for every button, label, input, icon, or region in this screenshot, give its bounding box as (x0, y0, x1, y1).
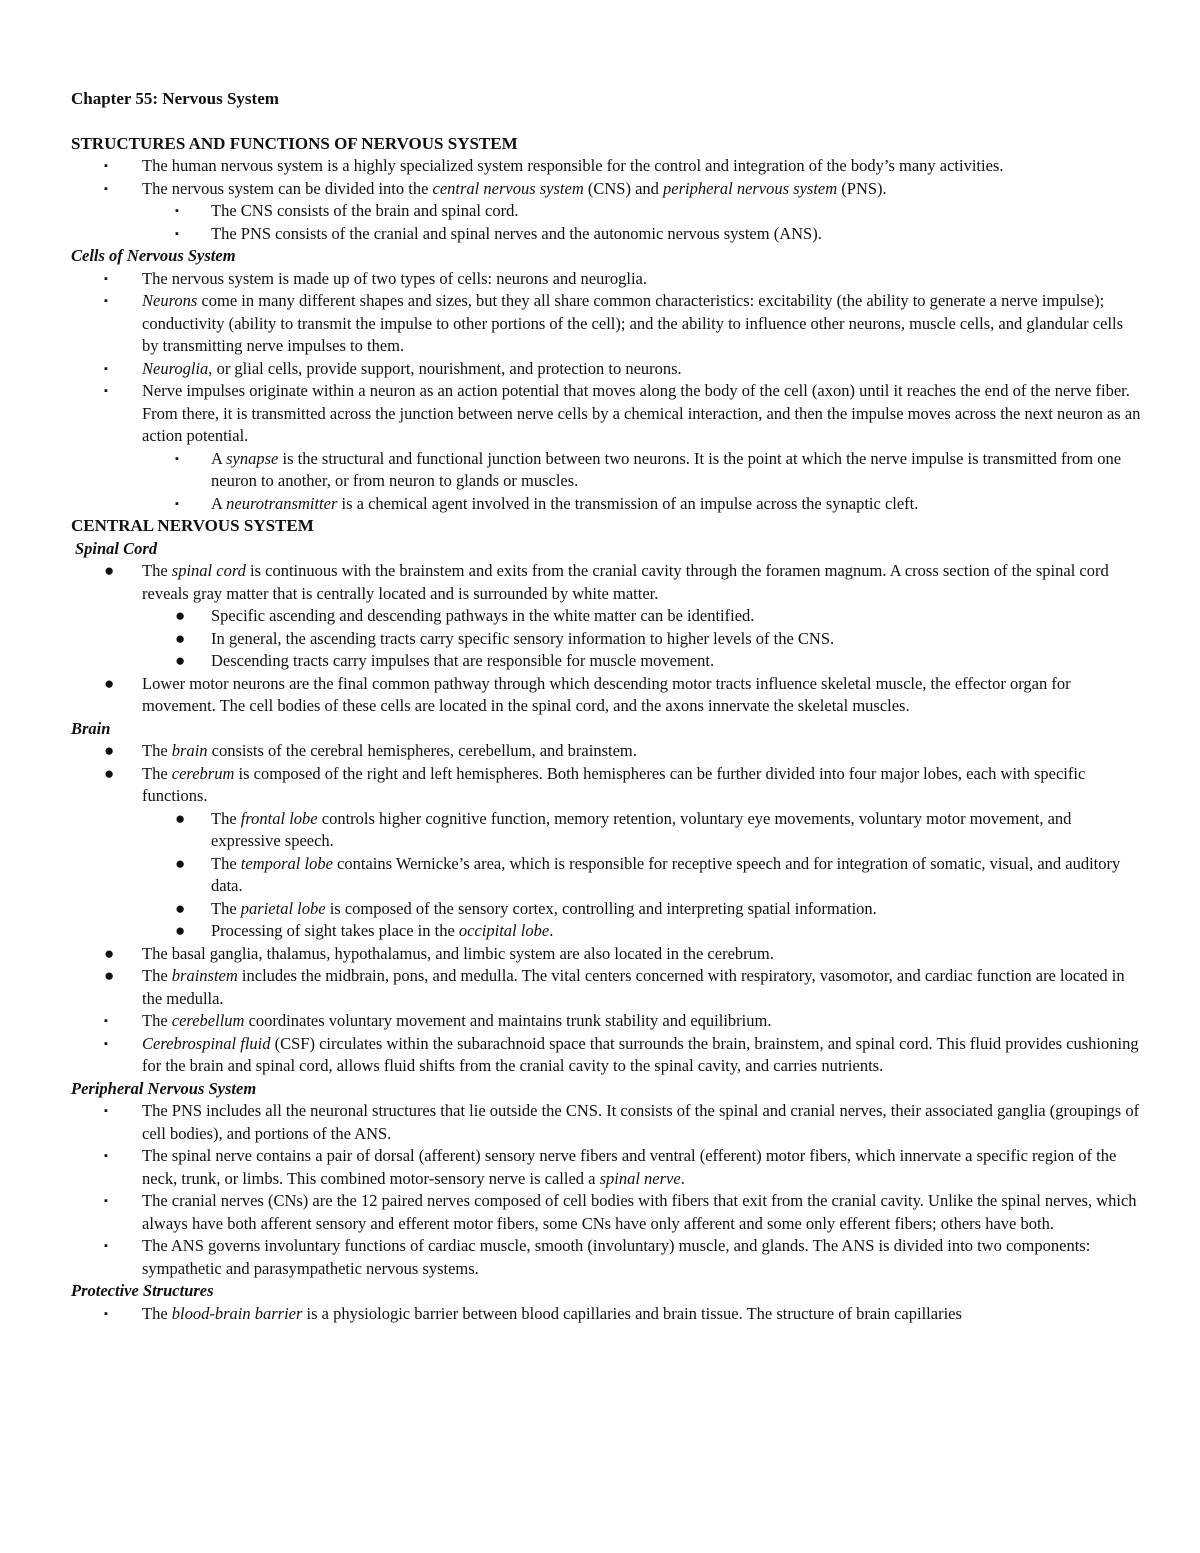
bullet-icon: ● (104, 763, 115, 783)
list-item: ● The spinal cord is continuous with the brainstem and exits from the cranial cavity through the foramen magnum. A cross section of the spinal cord reveals gray matter that is centrally located and is surrounded by white matter. (104, 561, 1109, 603)
bullet-icon: ▪ (104, 1105, 108, 1117)
bullet-icon: ● (104, 943, 115, 963)
list-item: ● The parietal lobe is composed of the sensory cortex, controlling and interpreting spatial information. (71, 898, 1141, 921)
list-item: ● In general, the ascending tracts carry specific sensory information to higher levels of the CNS. (71, 628, 1141, 651)
bullet-icon: ● (175, 628, 186, 648)
bullet-icon: ● (104, 673, 115, 693)
list-item: ● The temporal lobe contains Wernicke’s area, which is responsible for receptive speech and for integration of somatic, visual, and auditory data. (175, 853, 1121, 895)
list-item: ▪ The CNS consists of the brain and spinal cord. (71, 200, 1141, 223)
structures-list (71, 155, 1141, 245)
bullet-icon: ▪ (175, 452, 179, 465)
bullet-icon: ▪ (104, 362, 108, 375)
subheading-protective: Protective Structures (71, 1281, 214, 1300)
list-item: ▪ The nervous system can be divided into the central nervous system (CNS) and peripheral nervous system (PNS). (71, 178, 1141, 201)
list-item: ▪ The PNS includes all the neuronal structures that lie outside the CNS. It consists of the spinal and cranial nerves, their associated ganglia (groupings of cell bodies), and portions of the ANS. (104, 1101, 1140, 1143)
list-item: ● The basal ganglia, thalamus, hypothalamus, and limbic system are also located in the cerebrum. (71, 943, 1141, 966)
list-item: ▪ The nervous system is made up of two types of cells: neurons and neuroglia. (71, 268, 1141, 291)
bullet-icon: ● (175, 651, 186, 670)
list-item: ▪ Neurons come in many different shapes and sizes, but they all share common characteristics: excitability (the ability to generate a nerve impulse); conductivity (ability to transmit the impulse to other portions of the cell); and the ability to influence other neurons, muscle cells, and glandular cells by transmitting nerve impulses to them. (104, 291, 1124, 355)
page-title: Chapter 55: Nervous System (71, 89, 279, 108)
subheading-brain: Brain (71, 718, 111, 738)
bullet-icon: ▪ (104, 1240, 108, 1252)
list-item: ● Descending tracts carry impulses that are responsible for muscle movement. (71, 650, 1141, 673)
bullet-icon: ▪ (104, 1150, 108, 1162)
bullet-icon: ● (104, 966, 115, 985)
bullet-icon: ▪ (104, 1195, 108, 1207)
document-page (71, 88, 1141, 1325)
list-item: ▪ The spinal nerve contains a pair of dorsal (afferent) sensory nerve fibers and ventral (efferent) motor fibers, which innervate a specific region of the neck, trunk, or limbs. This combined motor-sensory nerve is called a spinal nerve. (104, 1146, 1117, 1188)
list-item: ▪ A synapse is the structural and functional junction between two neurons. It is the point at which the nerve impulse is transmitted from one neuron to another, or from neuron to glands or muscles. (175, 448, 1122, 490)
section-heading-cns: CENTRAL NERVOUS SYSTEM (71, 516, 314, 535)
bullet-icon: ▪ (104, 1015, 108, 1027)
bullet-icon: ▪ (104, 1037, 108, 1050)
bullet-icon: ● (175, 808, 186, 828)
bullet-icon: ▪ (104, 295, 108, 307)
list-item: ● Specific ascending and descending pathways in the white matter can be identified. (71, 605, 1141, 628)
subheading-spinal-cord: Spinal Cord (75, 538, 158, 558)
list-item: ▪ The ANS governs involuntary functions of cardiac muscle, smooth (involuntary) muscle, and glands. The ANS is divided into two components: sympathetic and parasympathetic nervous systems. (104, 1236, 1091, 1278)
spinal-cord-list (71, 560, 1141, 718)
bullet-icon: ▪ (104, 1307, 108, 1320)
list-item: ● The cerebrum is composed of the right and left hemispheres. Both hemispheres can be further divided into four major lobes, each with specific functions. (104, 763, 1086, 805)
pns-list (71, 1100, 1141, 1280)
bullet-icon: ● (104, 741, 115, 760)
bullet-icon: ● (175, 921, 186, 940)
bullet-icon: ▪ (104, 160, 108, 172)
list-item: ▪ Neuroglia, or glial cells, provide support, nourishment, and protection to neurons. (71, 358, 1141, 381)
list-item: ▪ Nerve impulses originate within a neuron as an action potential that moves along the body of the cell (axon) until it reaches the end of the nerve fiber. From there, it is transmitted across the junction between nerve cells by a chemical interaction, and then the impulse moves across the next neuron as an action potential. (104, 381, 1141, 445)
cells-list (71, 268, 1141, 516)
subheading-cells: Cells of Nervous System (71, 246, 236, 265)
bullet-icon: ▪ (175, 205, 179, 217)
list-item: ● Lower motor neurons are the final common pathway through which descending motor tracts influence skeletal muscle, the effector organ for movement. The cell bodies of these cells are located in the spinal cord, and the axons innervate the skeletal muscles. (104, 673, 1071, 715)
bullet-icon: ● (104, 561, 115, 580)
bullet-icon: ● (175, 898, 186, 918)
protective-list (71, 1303, 1141, 1326)
bullet-icon: ▪ (175, 227, 179, 240)
list-item: ▪ The blood-brain barrier is a physiologic barrier between blood capillaries and brain tissue. The structure of brain capillaries (71, 1303, 1141, 1326)
brain-list (71, 740, 1141, 1078)
list-item: ▪ The human nervous system is a highly specialized system responsible for the control and integration of the body’s many activities. (71, 155, 1141, 178)
section-heading-structures: STRUCTURES AND FUNCTIONS OF NERVOUS SYSTEM (71, 133, 518, 153)
bullet-icon: ▪ (104, 182, 108, 195)
bullet-icon: ▪ (104, 272, 108, 285)
list-item: ● The brainstem includes the midbrain, pons, and medulla. The vital centers concerned with respiratory, vasomotor, and cardiac function are located in the medulla. (104, 966, 1125, 1008)
bullet-icon: ▪ (104, 385, 108, 397)
bullet-icon: ● (175, 606, 186, 625)
bullet-icon: ▪ (175, 497, 179, 510)
bullet-icon: ● (175, 853, 186, 873)
list-item: ▪ A neurotransmitter is a chemical agent involved in the transmission of an impulse across the synaptic cleft. (71, 493, 1141, 516)
list-item: ● Processing of sight takes place in the occipital lobe. (71, 920, 1141, 943)
list-item: ▪ The cerebellum coordinates voluntary movement and maintains trunk stability and equilibrium. (71, 1010, 1141, 1033)
list-item: ▪ The cranial nerves (CNs) are the 12 paired nerves composed of cell bodies with fibers that exit from the cranial cavity. Unlike the spinal nerves, which always have both afferent sensory and efferent motor fibers, some CNs have only afferent and some only efferent fibers; others have both. (104, 1191, 1137, 1233)
subheading-pns: Peripheral Nervous System (71, 1078, 257, 1098)
list-item: ▪ Cerebrospinal fluid (CSF) circulates within the subarachnoid space that surrounds the brain, brainstem, and spinal cord. This fluid provides cushioning for the brain and spinal cord, allows fluid shifts from the cranial cavity to the spinal cavity, and carries nutrients. (104, 1033, 1139, 1075)
list-item: ▪ The PNS consists of the cranial and spinal nerves and the autonomic nervous system (ANS). (71, 223, 1141, 246)
list-item: ● The brain consists of the cerebral hemispheres, cerebellum, and brainstem. (71, 740, 1141, 763)
list-item: ● The frontal lobe controls higher cognitive function, memory retention, voluntary eye movements, voluntary motor movement, and expressive speech. (175, 808, 1072, 850)
